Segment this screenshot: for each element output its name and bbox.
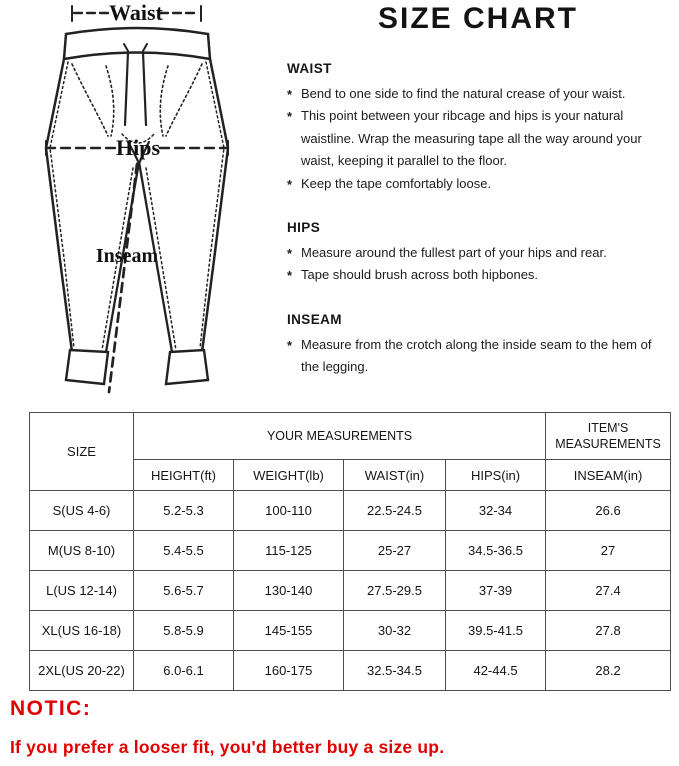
items-measurements-header: ITEM'S MEASUREMENTS xyxy=(546,413,671,460)
inseam-cell: 27.8 xyxy=(546,611,671,651)
inseam-section-heading: INSEAM xyxy=(287,311,342,327)
inseam-cell: 27 xyxy=(546,531,671,571)
waist-diagram-label: Waist xyxy=(109,2,163,25)
height-cell: 5.6-5.7 xyxy=(134,571,234,611)
hips-cell: 32-34 xyxy=(446,491,546,531)
inseam-cell: 28.2 xyxy=(546,651,671,691)
bullet-text: This point between your ribcage and hips is your natural waistline. Wrap the measuring tape all the way around your waist, keeping it parallel to the floor. xyxy=(301,108,642,169)
hips-cell: 37-39 xyxy=(446,571,546,611)
size-table-wrap xyxy=(29,412,671,691)
waistband xyxy=(64,28,210,59)
cuff-right xyxy=(166,350,208,384)
hips-section-heading: HIPS xyxy=(287,220,321,236)
waist-bullet-list xyxy=(287,83,669,195)
list-item xyxy=(287,242,669,264)
list-item xyxy=(287,334,667,379)
section-hips xyxy=(287,220,669,287)
weight-column-header: WEIGHT(lb) xyxy=(234,460,344,491)
size-cell: S(US 4-6) xyxy=(30,491,134,531)
inseam-bullet-list xyxy=(287,334,669,379)
table-row xyxy=(30,651,671,691)
table-row xyxy=(30,531,671,571)
asterisk-bullet-icon: * xyxy=(287,337,293,353)
size-column-header: SIZE xyxy=(30,413,134,491)
asterisk-bullet-icon: * xyxy=(287,87,293,102)
weight-cell: 160-175 xyxy=(234,651,344,691)
section-waist xyxy=(287,61,669,195)
height-cell: 5.2-5.3 xyxy=(134,491,234,531)
list-item xyxy=(287,173,669,195)
pants-drawing xyxy=(16,2,264,398)
asterisk-bullet-icon: * xyxy=(287,176,293,192)
waist-cell: 27.5-29.5 xyxy=(344,571,446,611)
list-item xyxy=(287,264,669,286)
list-item xyxy=(287,105,667,172)
weight-cell: 100-110 xyxy=(234,491,344,531)
page-title: SIZE CHART xyxy=(378,2,578,35)
height-cell: 6.0-6.1 xyxy=(134,651,234,691)
hips-cell: 39.5-41.5 xyxy=(446,611,546,651)
table-row xyxy=(30,611,671,651)
height-cell: 5.4-5.5 xyxy=(134,531,234,571)
hips-cell: 34.5-36.5 xyxy=(446,531,546,571)
size-cell: L(US 12-14) xyxy=(30,571,134,611)
inseam-dash xyxy=(109,164,137,392)
drawstring-right xyxy=(143,52,146,125)
waist-column-header: WAIST(in) xyxy=(344,460,446,491)
inseam-diagram-label: Inseam xyxy=(95,245,159,267)
size-cell: M(US 8-10) xyxy=(30,531,134,571)
section-inseam xyxy=(287,312,669,379)
instructions-column xyxy=(287,0,669,379)
pants-measurement-diagram xyxy=(16,2,264,398)
inseam-cell: 27.4 xyxy=(546,571,671,611)
height-cell: 5.8-5.9 xyxy=(134,611,234,651)
waist-cell: 25-27 xyxy=(344,531,446,571)
table-row xyxy=(30,571,671,611)
hips-bullet-list xyxy=(287,242,669,287)
asterisk-bullet-icon: * xyxy=(287,109,293,125)
size-cell: XL(US 16-18) xyxy=(30,611,134,651)
asterisk-bullet-icon: * xyxy=(287,246,293,262)
inseam-cell: 26.6 xyxy=(546,491,671,531)
weight-cell: 130-140 xyxy=(234,571,344,611)
hips-column-header: HIPS(in) xyxy=(446,460,546,491)
waist-cell: 32.5-34.5 xyxy=(344,651,446,691)
inseam-column-header: INSEAM(in) xyxy=(546,460,671,491)
weight-cell: 115-125 xyxy=(234,531,344,571)
size-chart-table xyxy=(29,412,671,691)
asterisk-bullet-icon: * xyxy=(287,268,293,284)
notice-heading: NOTIC: xyxy=(10,697,92,720)
height-column-header: HEIGHT(ft) xyxy=(134,460,234,491)
pocket-right xyxy=(166,64,202,136)
waist-cell: 22.5-24.5 xyxy=(344,491,446,531)
bullet-text: Measure around the fullest part of your hips and rear. xyxy=(301,245,607,261)
table-row xyxy=(30,491,671,531)
cuff-left xyxy=(66,350,108,384)
bullet-text: Keep the tape comfortably loose. xyxy=(301,175,492,191)
hips-diagram-label: Hips xyxy=(115,135,161,160)
waist-section-heading: WAIST xyxy=(287,61,332,76)
pocket-left xyxy=(72,64,108,136)
size-cell: 2XL(US 20-22) xyxy=(30,651,134,691)
bullet-text: Measure from the crotch along the inside seam to the hem of the legging. xyxy=(301,336,652,375)
weight-cell: 145-155 xyxy=(234,611,344,651)
waist-cell: 30-32 xyxy=(344,611,446,651)
hips-cell: 42-44.5 xyxy=(446,651,546,691)
bullet-text: Bend to one side to find the natural crease of your waist. xyxy=(301,86,626,101)
list-item xyxy=(287,83,669,105)
bullet-text: Tape should brush across both hipbones. xyxy=(301,267,539,283)
notice-text: If you prefer a looser fit, you'd better buy a size up. xyxy=(10,737,445,757)
drawstring-left xyxy=(125,52,128,125)
your-measurements-header: YOUR MEASUREMENTS xyxy=(134,413,546,460)
